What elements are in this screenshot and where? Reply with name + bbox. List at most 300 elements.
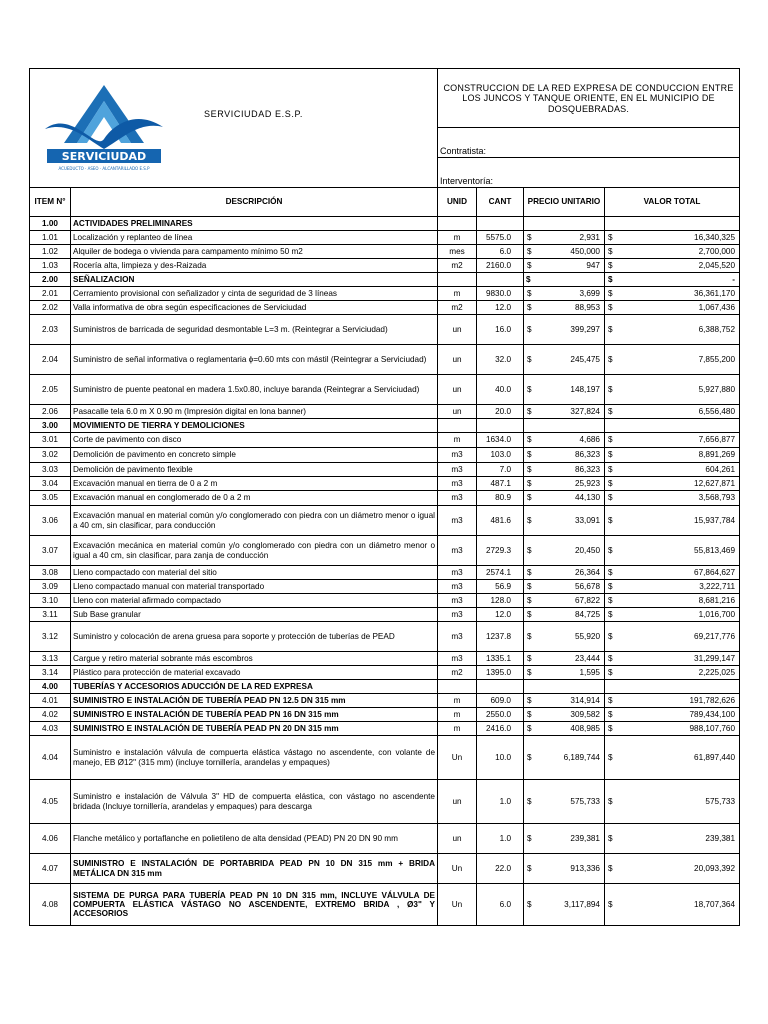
item-unit: m3	[438, 608, 477, 622]
table-row	[30, 652, 740, 666]
unit-price-value: 86,323	[574, 464, 600, 474]
project-title: CONSTRUCCION DE LA RED EXPRESA DE CONDUCCION ENTRE LOS JUNCOS Y TANQUE ORIENTE, EN EL MUNICIPIO DE DOSQUEBRADAS.	[438, 69, 739, 128]
item-unit	[438, 419, 477, 433]
item-number: 3.01	[30, 433, 71, 448]
item-number: 2.02	[30, 301, 71, 315]
item-description: Excavación manual en conglomerado de 0 a 2 m	[71, 491, 438, 506]
item-unit: Un	[438, 736, 477, 780]
item-description: ACTIVIDADES PRELIMINARES	[71, 217, 438, 231]
item-number: 3.06	[30, 506, 71, 536]
total-value	[605, 287, 740, 301]
item-quantity: 2729.3	[477, 536, 524, 566]
unit-price	[524, 245, 605, 259]
unit-price-value: 88,953	[574, 302, 600, 312]
currency-symbol: $	[608, 609, 613, 619]
budget-rows	[30, 217, 740, 926]
total-value-value: 3,222,711	[699, 581, 736, 591]
total-value	[605, 708, 740, 722]
unit-price	[524, 884, 605, 926]
company-name: SERVICIUDAD E.S.P.	[204, 109, 303, 119]
item-quantity: 32.0	[477, 345, 524, 375]
currency-symbol: $	[527, 567, 532, 577]
currency-symbol: $	[527, 667, 532, 677]
item-number: 2.06	[30, 405, 71, 419]
svg-text:SERVICIUDAD: SERVICIUDAD	[61, 150, 147, 163]
item-number: 2.01	[30, 287, 71, 301]
total-value-value: 988,107,760	[689, 723, 736, 733]
unit-price	[524, 287, 605, 301]
unit-price	[524, 448, 605, 463]
unit-price-value: 84,725	[574, 609, 600, 619]
table-row	[30, 824, 740, 854]
item-number: 4.08	[30, 884, 71, 926]
item-description: Suministros de barricada de seguridad desmontable L=3 m. (Reintegrar a Serviciudad)	[71, 315, 438, 345]
item-number: 2.05	[30, 375, 71, 405]
table-row	[30, 608, 740, 622]
total-value-value: 16,340,325	[694, 232, 736, 242]
item-description: Suministro de puente peatonal en madera 1.5x0.80, incluye baranda (Reintegrar a Serviciudad)	[71, 375, 438, 405]
unit-price-value: 245,475	[570, 354, 600, 364]
total-value-value: 2,700,000	[698, 246, 736, 256]
table-row	[30, 566, 740, 580]
table-row	[30, 594, 740, 608]
total-value-value: 36,361,170	[694, 288, 736, 298]
item-quantity: 40.0	[477, 375, 524, 405]
unit-price	[524, 736, 605, 780]
item-unit: m2	[438, 259, 477, 273]
item-quantity: 10.0	[477, 736, 524, 780]
unit-price	[524, 477, 605, 491]
item-unit: m3	[438, 652, 477, 666]
table-row	[30, 463, 740, 477]
total-value	[605, 217, 740, 231]
total-value	[605, 666, 740, 680]
item-quantity: 1634.0	[477, 433, 524, 448]
total-value-value: 2,045,520	[698, 260, 736, 270]
unit-price-value: 314,914	[570, 695, 600, 705]
total-value	[605, 273, 740, 287]
logo-cell	[30, 69, 438, 188]
item-quantity: 1395.0	[477, 666, 524, 680]
item-quantity: 128.0	[477, 594, 524, 608]
currency-symbol: $	[527, 899, 532, 909]
item-number: 4.01	[30, 694, 71, 708]
table-row	[30, 622, 740, 652]
unit-price	[524, 259, 605, 273]
item-description: Cerramiento provisional con señalizador y cinta de seguridad de 3 líneas	[71, 287, 438, 301]
col-cant: CANT	[477, 188, 524, 217]
currency-symbol: $	[608, 450, 613, 460]
section-row	[30, 680, 740, 694]
item-unit: mes	[438, 245, 477, 259]
unit-price	[524, 622, 605, 652]
currency-symbol: $	[527, 752, 532, 762]
item-description: Pasacalle tela 6.0 m X 0.90 m (Impresión digital en lona banner)	[71, 405, 438, 419]
item-number: 4.07	[30, 854, 71, 884]
total-value-value: -	[732, 274, 736, 284]
currency-symbol: $	[527, 723, 532, 733]
currency-symbol: $	[608, 246, 613, 256]
currency-symbol: $	[608, 581, 613, 591]
currency-symbol: $	[527, 450, 532, 460]
item-description: Suministro e instalación de Válvula 3" HD de compuerta elástica, con vástago no ascendente bridada (Incluye tornillería, arandelas y empaques) para descarga	[71, 780, 438, 824]
currency-symbol: $	[527, 863, 532, 873]
item-unit: Un	[438, 884, 477, 926]
currency-symbol: $	[608, 354, 613, 364]
item-quantity: 6.0	[477, 884, 524, 926]
item-description: Excavación mecánica en material común y/o conglomerado con piedra con un diámetro menor o igual a 40 cm, sin clasificar, para zanja de conducción	[71, 536, 438, 566]
item-number: 3.04	[30, 477, 71, 491]
table-row	[30, 477, 740, 491]
unit-price	[524, 345, 605, 375]
item-number: 1.03	[30, 259, 71, 273]
currency-symbol: $	[608, 493, 613, 503]
item-description: Plástico para protección de material excavado	[71, 666, 438, 680]
total-value-value: 2,225,025	[698, 667, 736, 677]
total-value-value: 20,093,392	[694, 863, 736, 873]
unit-price-value: 913,336	[570, 863, 600, 873]
total-value	[605, 405, 740, 419]
item-unit: m3	[438, 448, 477, 463]
unit-price-value: 4,686	[579, 435, 600, 445]
item-description: SUMINISTRO E INSTALACIÓN DE TUBERÍA PEAD PN 20 DN 315 mm	[71, 722, 438, 736]
total-value-value: 5,927,880	[698, 384, 736, 394]
unit-price-value: 947	[586, 260, 600, 270]
interventoria-label: Interventoría:	[440, 175, 494, 186]
item-quantity: 481.6	[477, 506, 524, 536]
currency-symbol: $	[608, 863, 613, 873]
currency-symbol: $	[527, 581, 532, 591]
unit-price	[524, 694, 605, 708]
item-unit: m3	[438, 594, 477, 608]
total-value	[605, 315, 740, 345]
total-value	[605, 652, 740, 666]
item-unit: m3	[438, 491, 477, 506]
currency-symbol: $	[527, 464, 532, 474]
total-value	[605, 259, 740, 273]
total-value	[605, 245, 740, 259]
currency-symbol: $	[527, 833, 532, 843]
total-value	[605, 780, 740, 824]
serviciudad-logo	[41, 81, 167, 173]
total-value	[605, 722, 740, 736]
unit-price	[524, 433, 605, 448]
table-row	[30, 736, 740, 780]
total-value	[605, 594, 740, 608]
item-quantity: 2160.0	[477, 259, 524, 273]
total-value-value: 239,381	[705, 833, 736, 843]
currency-symbol: $	[608, 723, 613, 733]
item-unit: m3	[438, 622, 477, 652]
unit-price	[524, 652, 605, 666]
currency-symbol: $	[608, 567, 613, 577]
currency-symbol: $	[608, 667, 613, 677]
currency-symbol: $	[608, 274, 613, 284]
item-quantity: 9830.0	[477, 287, 524, 301]
unit-price-value: 575,733	[570, 796, 600, 806]
item-description: Suministro y colocación de arena gruesa para soporte y protección de tuberías de PEAD	[71, 622, 438, 652]
currency-symbol: $	[608, 232, 613, 242]
item-number: 1.01	[30, 231, 71, 245]
total-value	[605, 419, 740, 433]
total-value-value: 8,891,269	[698, 450, 736, 460]
contratista-label: Contratista:	[438, 128, 739, 158]
item-unit: un	[438, 405, 477, 419]
col-unid: UNID	[438, 188, 477, 217]
table-row	[30, 491, 740, 506]
item-unit: m3	[438, 477, 477, 491]
unit-price-value: 23,444	[574, 653, 600, 663]
item-quantity: 1237.8	[477, 622, 524, 652]
item-number: 2.03	[30, 315, 71, 345]
unit-price-value: 2,931	[579, 232, 600, 242]
item-quantity: 5575.0	[477, 231, 524, 245]
currency-symbol: $	[527, 709, 532, 719]
unit-price-value: 26,364	[574, 567, 600, 577]
currency-symbol: $	[527, 595, 532, 605]
item-description: Valla informativa de obra según especificaciones de Serviciudad	[71, 301, 438, 315]
table-row	[30, 315, 740, 345]
item-description: SUMINISTRO E INSTALACIÓN DE TUBERÍA PEAD PN 12.5 DN 315 mm	[71, 694, 438, 708]
item-quantity	[477, 419, 524, 433]
item-number: 1.00	[30, 217, 71, 231]
currency-symbol: $	[608, 595, 613, 605]
item-description: Lleno compactado con material del sitio	[71, 566, 438, 580]
currency-symbol: $	[608, 464, 613, 474]
item-unit: Un	[438, 854, 477, 884]
item-description: SUMINISTRO E INSTALACIÓN DE PORTABRIDA PEAD PN 10 DN 315 mm + BRIDA METÁLICA DN 315 mm	[71, 854, 438, 884]
item-quantity: 16.0	[477, 315, 524, 345]
unit-price	[524, 854, 605, 884]
currency-symbol: $	[608, 515, 613, 525]
item-description: SUMINISTRO E INSTALACIÓN DE TUBERÍA PEAD PN 16 DN 315 mm	[71, 708, 438, 722]
total-value-value: 6,388,752	[698, 324, 736, 334]
table-row	[30, 722, 740, 736]
item-unit	[438, 273, 477, 287]
table-row	[30, 287, 740, 301]
currency-symbol: $	[608, 796, 613, 806]
item-description: Alquiler de bodega o vivienda para campamento mínimo 50 m2	[71, 245, 438, 259]
total-value-value: 8,681,216	[698, 595, 736, 605]
item-number: 4.03	[30, 722, 71, 736]
unit-price	[524, 536, 605, 566]
unit-price	[524, 405, 605, 419]
item-description: Flanche metálico y portaflanche en polietileno de alta densidad (PEAD) PN 20 DN 90 mm	[71, 824, 438, 854]
item-quantity: 1335.1	[477, 652, 524, 666]
item-unit: un	[438, 315, 477, 345]
item-quantity: 12.0	[477, 608, 524, 622]
unit-price	[524, 217, 605, 231]
unit-price	[524, 580, 605, 594]
table-row	[30, 375, 740, 405]
total-value	[605, 680, 740, 694]
unit-price-value: 148,197	[570, 384, 600, 394]
unit-price	[524, 608, 605, 622]
total-value-value: 69,217,776	[694, 631, 736, 641]
item-number: 2.04	[30, 345, 71, 375]
currency-symbol: $	[608, 833, 613, 843]
currency-symbol: $	[608, 709, 613, 719]
unit-price	[524, 566, 605, 580]
unit-price-value: 6,189,744	[563, 752, 600, 762]
item-number: 3.08	[30, 566, 71, 580]
table-row	[30, 433, 740, 448]
total-value-value: 789,434,100	[689, 709, 736, 719]
item-quantity: 1.0	[477, 824, 524, 854]
currency-symbol: $	[527, 478, 532, 488]
item-number: 4.00	[30, 680, 71, 694]
item-description: TUBERÍAS Y ACCESORIOS ADUCCIÓN DE LA RED EXPRESA	[71, 680, 438, 694]
item-description: Cargue y retiro material sobrante más escombros	[71, 652, 438, 666]
item-unit: m3	[438, 463, 477, 477]
total-value-value: 61,897,440	[694, 752, 736, 762]
total-value	[605, 345, 740, 375]
item-description: Sub Base granular	[71, 608, 438, 622]
unit-price-value: 309,582	[570, 709, 600, 719]
unit-price	[524, 273, 605, 287]
table-row	[30, 666, 740, 680]
budget-table	[29, 68, 740, 926]
item-description: Demolición de pavimento en concreto simple	[71, 448, 438, 463]
item-quantity: 6.0	[477, 245, 524, 259]
unit-price	[524, 824, 605, 854]
unit-price	[524, 419, 605, 433]
currency-symbol: $	[608, 631, 613, 641]
currency-symbol: $	[527, 631, 532, 641]
unit-price-value: 86,323	[574, 450, 600, 460]
currency-symbol: $	[527, 609, 532, 619]
item-unit: m2	[438, 666, 477, 680]
total-value	[605, 536, 740, 566]
unit-price	[524, 506, 605, 536]
unit-price	[524, 594, 605, 608]
item-number: 4.06	[30, 824, 71, 854]
item-number: 4.02	[30, 708, 71, 722]
currency-symbol: $	[527, 260, 532, 270]
currency-symbol: $	[608, 302, 613, 312]
total-value-value: 604,261	[705, 464, 736, 474]
currency-symbol: $	[527, 354, 532, 364]
currency-symbol: $	[608, 435, 613, 445]
item-description: Lleno con material afirmado compactado	[71, 594, 438, 608]
item-description: Lleno compactado manual con material transportado	[71, 580, 438, 594]
table-row	[30, 506, 740, 536]
currency-symbol: $	[527, 232, 532, 242]
table-row	[30, 245, 740, 259]
currency-symbol: $	[608, 752, 613, 762]
unit-price	[524, 301, 605, 315]
total-value	[605, 477, 740, 491]
unit-price-value: 399,297	[570, 324, 600, 334]
item-description: Suministro de señal informativa o reglamentaria ϕ=0.60 mts con mástil (Reintegrar a Serviciudad)	[71, 345, 438, 375]
total-value	[605, 580, 740, 594]
section-row	[30, 217, 740, 231]
unit-price-value: 3,699	[579, 288, 600, 298]
table-row	[30, 345, 740, 375]
item-number: 3.09	[30, 580, 71, 594]
item-description: Excavación manual en material común y/o conglomerado con piedra con un diámetro menor o igual a 40 cm, sin clasificar, para conducción	[71, 506, 438, 536]
unit-price-value: 327,824	[570, 406, 600, 416]
col-descripcion: DESCRIPCIÓN	[71, 188, 438, 217]
item-number: 3.03	[30, 463, 71, 477]
currency-symbol: $	[608, 695, 613, 705]
unit-price-value: 44,130	[574, 493, 600, 503]
item-number: 3.14	[30, 666, 71, 680]
item-unit: un	[438, 780, 477, 824]
item-quantity	[477, 273, 524, 287]
table-row	[30, 694, 740, 708]
total-value	[605, 491, 740, 506]
item-quantity: 103.0	[477, 448, 524, 463]
currency-symbol: $	[608, 288, 613, 298]
unit-price-value: 239,381	[570, 833, 600, 843]
item-quantity: 2416.0	[477, 722, 524, 736]
total-value-value: 12,627,871	[694, 478, 736, 488]
total-value-value: 18,707,364	[694, 899, 736, 909]
total-value	[605, 463, 740, 477]
item-description: Localización y replanteo de línea	[71, 231, 438, 245]
table-row	[30, 448, 740, 463]
table-row	[30, 301, 740, 315]
table-row	[30, 259, 740, 273]
currency-symbol: $	[608, 899, 613, 909]
item-unit: m3	[438, 566, 477, 580]
unit-price-value: 408,985	[570, 723, 600, 733]
currency-symbol: $	[527, 695, 532, 705]
item-unit: m3	[438, 536, 477, 566]
total-value	[605, 231, 740, 245]
unit-price	[524, 666, 605, 680]
currency-symbol: $	[608, 545, 613, 555]
currency-symbol: $	[527, 288, 532, 298]
total-value	[605, 824, 740, 854]
item-unit: un	[438, 345, 477, 375]
item-quantity: 80.9	[477, 491, 524, 506]
total-value-value: 3,568,793	[698, 493, 736, 503]
table-row	[30, 231, 740, 245]
item-quantity: 2574.1	[477, 566, 524, 580]
currency-symbol: $	[527, 796, 532, 806]
item-unit: m	[438, 231, 477, 245]
item-description: SEÑALIZACION	[71, 273, 438, 287]
unit-price-value: 1,595	[579, 667, 600, 677]
unit-price	[524, 231, 605, 245]
unit-price-value: 450,000	[570, 246, 600, 256]
item-description: Rocería alta, limpieza y des-Raizada	[71, 259, 438, 273]
item-description: Excavación manual en tierra de 0 a 2 m	[71, 477, 438, 491]
item-quantity	[477, 680, 524, 694]
unit-price	[524, 680, 605, 694]
item-unit: m	[438, 722, 477, 736]
currency-symbol: $	[608, 324, 613, 334]
item-number: 1.02	[30, 245, 71, 259]
item-number: 4.04	[30, 736, 71, 780]
total-value	[605, 566, 740, 580]
item-number: 2.00	[30, 273, 71, 287]
table-row	[30, 884, 740, 926]
item-number: 4.05	[30, 780, 71, 824]
item-quantity: 2550.0	[477, 708, 524, 722]
item-quantity: 20.0	[477, 405, 524, 419]
item-number: 3.07	[30, 536, 71, 566]
currency-symbol: $	[527, 302, 532, 312]
item-unit: m3	[438, 580, 477, 594]
unit-price	[524, 491, 605, 506]
unit-price	[524, 722, 605, 736]
item-quantity: 7.0	[477, 463, 524, 477]
item-quantity: 1.0	[477, 780, 524, 824]
item-unit: un	[438, 375, 477, 405]
